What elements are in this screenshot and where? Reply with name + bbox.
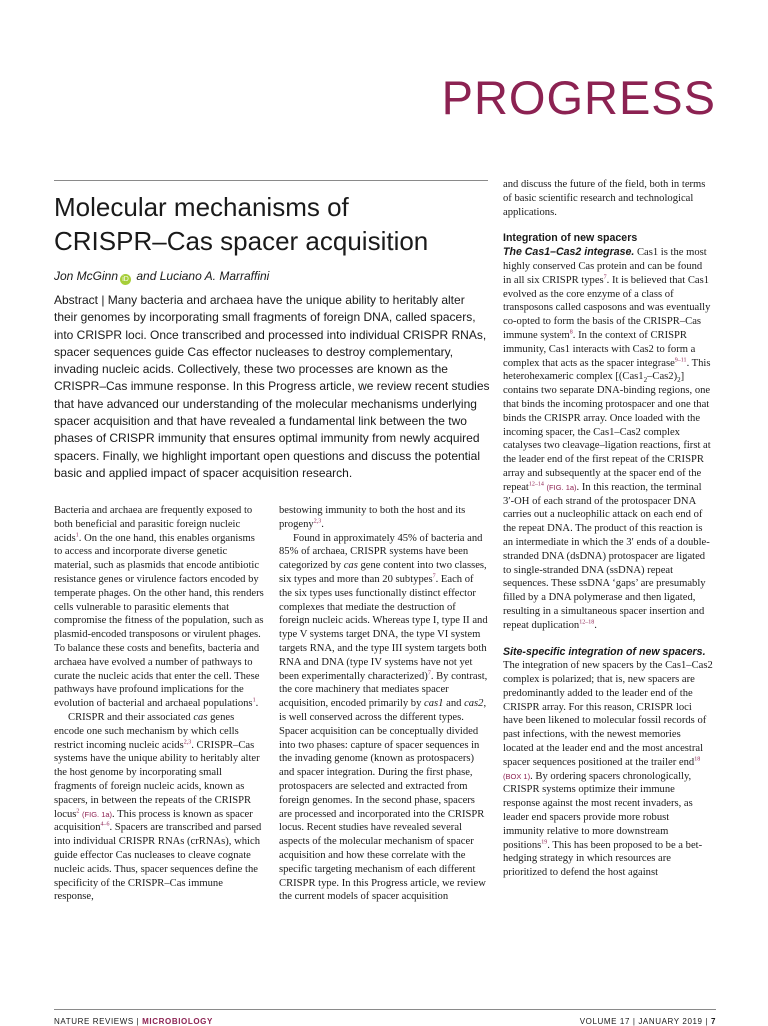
orcid-icon[interactable]: iD (120, 274, 131, 285)
article-title (54, 190, 474, 258)
body-column-1 (54, 504, 264, 904)
paragraph: bestowing immunity to both the host and its progeny$^{2,3}$. (279, 505, 466, 530)
issue-info: VOLUME 17 | JANUARY 2019 | 7 (579, 1017, 716, 1026)
body-column-3 (503, 178, 713, 880)
section-heading: Integration of new spacers (503, 232, 638, 245)
title-line-1: Molecular mechanisms of (54, 192, 349, 222)
title-rule (54, 180, 488, 181)
paragraph: Found in approximately 45% of bacteria and 85% of archaea, CRISPR systems have been categorized by cas gene content into two classes, six types and more than 20 subtypes$^7$. Each of the six types uses functionally distinct effector complexes that mediate the destruction of foreign nucleic acids. Whereas type I, type II and type V systems target DNA, the type VI system targets RNA, and the type III system targets both RNA and DNA (type IV systems have not yet been experimentally characterized)$^7$. By contrast, the core machinery that mediates spacer acquisition, encoded primarily by cas1 and cas2, is well conserved across the different types. Spacer acquisition can be conceptually divided into two phases: capture of spacer sequences in the invading genome (known as protospacers) and spacer integration. During the first phase, protospacers are selected and extracted from foreign genomes. In the second phase, spacers are processed and incorporated into the CRISPR locus. Recent studies have revealed several aspects of the molecular mechanism of spacer acquisition and how these correlate with the specific targeting mechanism of each different CRISPR type. In this Progress article, we review the current models of spacer acquisition (279, 532, 488, 903)
title-line-2: CRISPR–Cas spacer acquisition (54, 226, 429, 256)
section-label: PROGRESS (441, 71, 716, 124)
paragraph: and discuss the future of the field, both in terms of basic scientific research and technological applications. (503, 179, 706, 218)
box-link[interactable]: (BOX 1) (503, 771, 531, 781)
author-separator: and (133, 269, 160, 283)
author-list (54, 268, 269, 285)
subsection-heading: The Cas1–Cas2 integrase. (503, 246, 635, 259)
figure-link[interactable]: (FIG. 1a) (82, 809, 113, 819)
page-number: 7 (710, 1017, 716, 1026)
abstract: Abstract | Many bacteria and archaea have the unique ability to heritably alter their genomes by incorporating small fragments of foreign DNA, called spacers, into CRISPR loci. Once transcribed and processed into individual CRISPR RNAs, spacer sequences guide Cas effector nucleases to destroy complementary, invading nucleic acids. Collectively, these two processes are known as the CRISPR–Cas immune response. In this Progress article, we review recent studies that have advanced our understanding of the molecular mechanisms underlying spacer acquisition and that have revealed a fundamental link between the two phases of CRISPR immunity that ensures optimal immunity from newly acquired spacers. Finally, we highlight important open questions and discuss the potential basic and applied impact of spacer acquisition research. (54, 293, 490, 480)
paragraph: The Cas1–Cas2 integrase. Cas1 is the most highly conserved Cas protein and can be found in all six CRISPR types$^7$. It is believed that Cas1 evolved as the core enzyme of a class of transposons called casposons and was eventually co-opted to form the basis of the CRISPR–Cas immune system$^8$. In the context of CRISPR immunity, Cas1 interacts with Cas2 to form a complex that acts as the spacer integrase$^{9-11}$. This heterohexameric complex $[(Cas1_2-Cas2)_2]$ contains two separate DNA-binding regions, one that binds the incoming protospacer and one that binds the CRISPR array. Once loaded with the incoming spacer, the Cas1–Cas2 complex catalyses two cleavage–ligation reactions, first at the leader end of the first repeat of the CRISPR array and subsequently at the spacer end of the repeat$^{12-14}$ (FIG. 1a). In this reaction, the terminal 3′-OH of each strand of the protospacer DNA carries out a nucleophilic attack on each end of the repeat DNA. The product of this reaction is an intermediate in which the 3′ ends of a double-stranded DNA (dsDNA) protospacer are ligated to single-stranded DNA (ssDNA) repeat sequences. These ssDNA ‘gaps’ are presumably filled by a DNA polymerase and then ligated, resulting in a simultaneous spacer insertion and repeat duplication$^{12-18}$. (503, 246, 711, 631)
footer-rule (54, 1009, 716, 1010)
figure-link[interactable]: (FIG. 1a) (546, 482, 577, 492)
body-column-2 (279, 504, 489, 904)
paragraph: CRISPR and their associated cas genes encode one such mechanism by which cells restrict incoming nucleic acids$^{2,3}$. CRISPR–Cas systems have the unique ability to heritably alter the host genome by incorporating small fragments of foreign nucleic acids, known as spacers, in between the repeats of the CRISPR locus$^2$ (FIG. 1a). This process is known as spacer acquisition$^{4-6}$. Spacers are transcribed and parsed into individual CRISPR RNAs (crRNAs), which guide effector Cas nucleases to cleave cognate nucleic acids. Thus, spacer sequences define the specificity of the CRISPR–Cas immune response, (54, 711, 262, 903)
paragraph: Bacteria and archaea are frequently exposed to both beneficial and parasitic foreign nucleic acids$^1$. On the one hand, this enables organisms to access and incorporate diverse genetic material, such as plasmids that encode antibiotic resistance genes or virulence factors encoded by temperate phages. On the other hand, this renders cells vulnerable to parasitic elements that compromise the fitness of the population, such as plasmid-encoded transposons or virulent phages. To balance these costs and benefits, bacteria and archaea have evolved a number of pathways to curate the nucleic acids that enter the cell. These pathways have profound implications for the evolution of bacterial and archaeal populations$^1$. (54, 505, 264, 710)
author-1[interactable]: Jon McGinn (54, 269, 119, 283)
journal-name: NATURE REVIEWS | MICROBIOLOGY (54, 1017, 213, 1026)
author-2[interactable]: Luciano A. Marraffini (159, 269, 270, 283)
subsection-heading: Site-specific integration of new spacers. (503, 645, 706, 658)
paragraph: Site-specific integration of new spacers. The integration of new spacers by the Cas1–Cas2 complex is polarized; that is, new spacers are predominantly added to the leader end of the CRISPR array. For this reason, CRISPR loci have been likened to molecular fossil records of past infections, with the newest memories located at the leader end and the most ancestral spacer sequences positioned at the trailer end$^{18}$ (BOX 1). By ordering spacers chronologically, CRISPR systems optimize their immune response against the most recent invaders, as leader end spacers provide more robust immunity relative to more downstream positions$^{19}$. This has been proposed to be a bet-hedging strategy in which resources are prioritized to defend the host against (503, 645, 713, 879)
